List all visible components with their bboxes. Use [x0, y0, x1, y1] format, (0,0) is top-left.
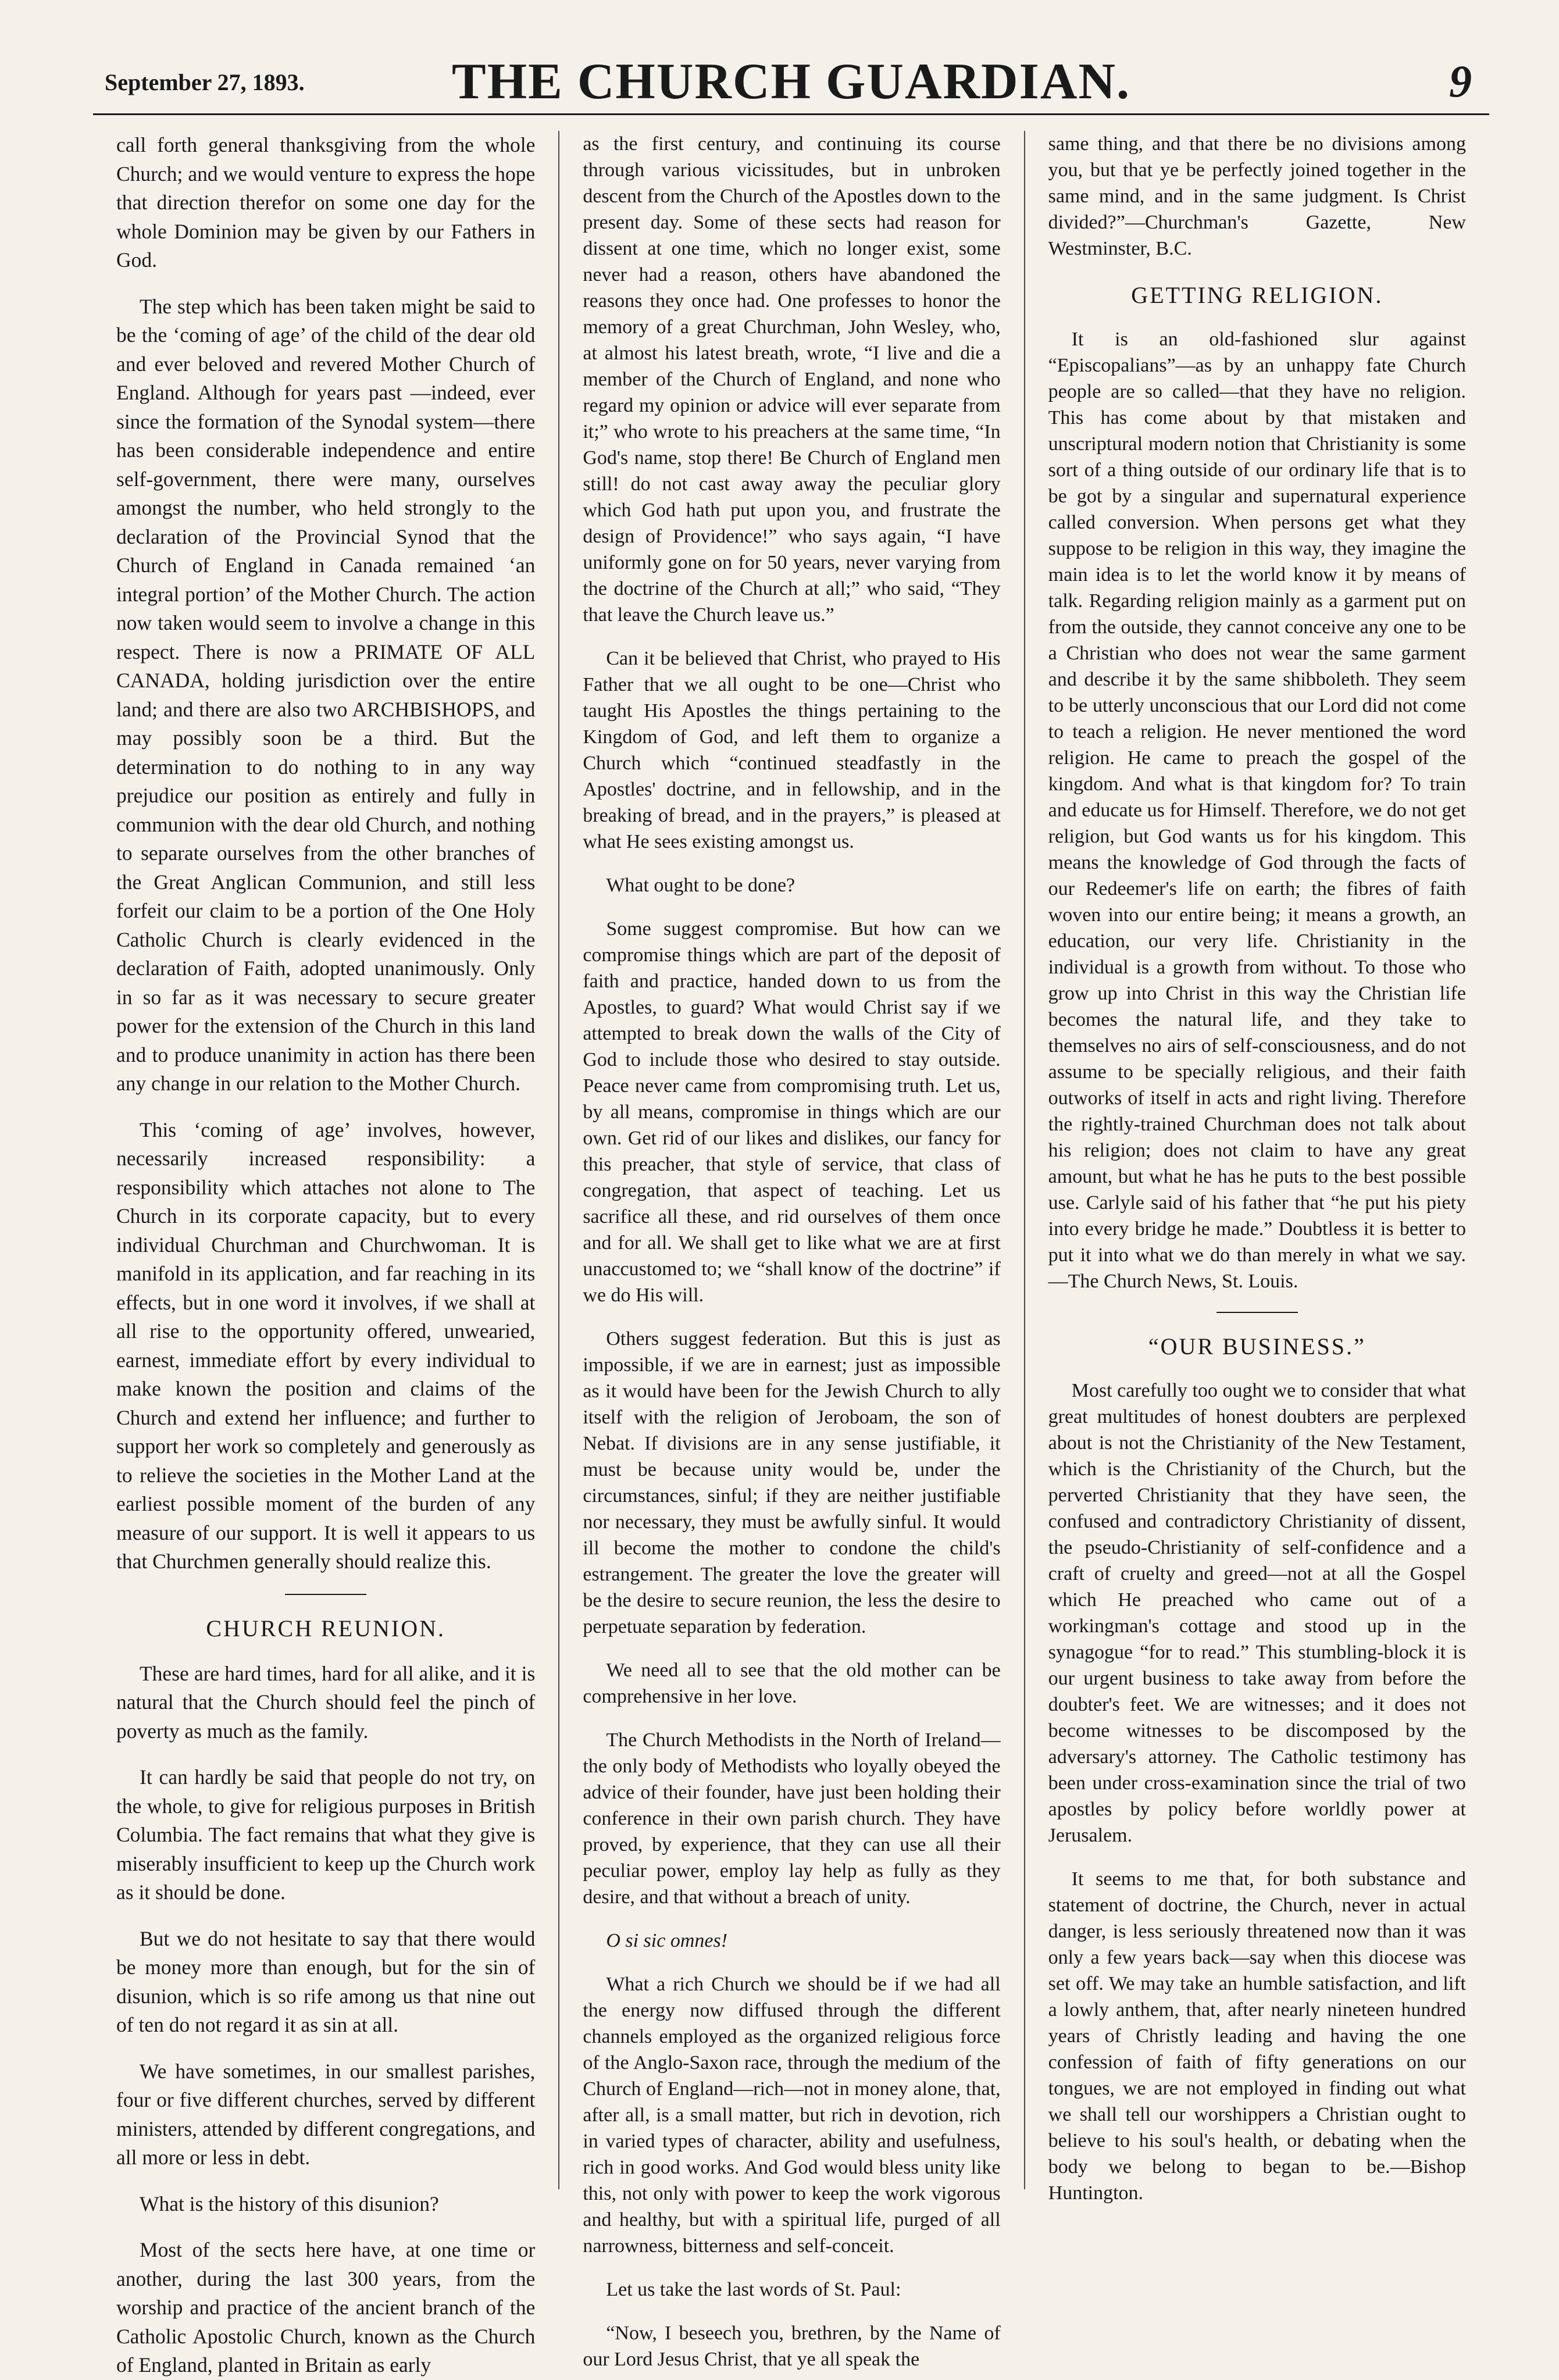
- paragraph: This ‘coming of age’ involves, however, necessarily increased responsibility: a responsibility which attaches not alone to The Church in its corporate capacity, but to every individual Churchman and Churchwoman. It is manifold in its application, and far reaching in its effects, but in one word it involves, if we shall at all rise to the opportunity offered, unwearied, earnest, immediate effort by every individual to make known the position and claims of the Church and extend her influence; and further to support her work so completely and generously as to relieve the societies in the Mother Land at the earliest possible moment of the burden of any measure of our support. It is well it appears to us that Churchmen generally should realize this.: [116, 1118, 536, 1573]
- page-number: 9: [1449, 56, 1472, 106]
- section-heading-getting-religion: GETTING RELIGION.: [1131, 282, 1383, 308]
- paragraph: same thing, and that there be no divisions among you, but that ye be perfectly joined together in the same mind, and in the same judgment. Is Christ divided?”—Churchman's Gazette, New Westminster, B.C.: [1048, 133, 1466, 259]
- paragraph: O si sic omnes!: [606, 1930, 728, 1951]
- column-2: [558, 131, 1023, 2370]
- column-3: [1024, 131, 1489, 2204]
- paragraph: We have sometimes, in our smallest parishes, four or five different churches, served by different ministers, attended by different congregations, and all more or less in debt.: [116, 2059, 536, 2169]
- paragraph: These are hard times, hard for all alike, and it is natural that the Church should feel the pinch of poverty as much as the family.: [116, 1661, 536, 1743]
- column-1: [93, 131, 558, 2377]
- section-divider: [1216, 1312, 1298, 1313]
- paragraph: It can hardly be said that people do not try, on the whole, to give for religious purposes in British Columbia. The fact remains that what they give is miserably insufficient to keep up the Church work as it should be done.: [116, 1765, 536, 1904]
- article-columns: [93, 131, 1489, 2377]
- paragraph: Some suggest compromise. But how can we compromise things which are part of the deposit of faith and practice, handed down to us from the Apostles, to guard? What would Christ say if we attempted to break down the walls of the City of God to include those who desired to stay outside. Peace never came from compromising truth. Let us, by all means, compromise in things which are our own. Get rid of our likes and dislikes, our fancy for this preacher, that style of service, that class of congregation, that aspect of teaching. Let us sacrifice all these, and rid ourselves of them once and for all. We shall get to like what we are at first unaccustomed to; we “shall know of the doctrine” if we do His will.: [583, 918, 1001, 1306]
- paragraph: We need all to see that the old mother can be comprehensive in her love.: [583, 1660, 1001, 1707]
- section-heading-our-business: “OUR BUSINESS.”: [1148, 1333, 1366, 1360]
- paragraph: The step which has been taken might be said to be the ‘coming of age’ of the child of the dear old and ever beloved and revered Mother Church of England. Although for years past —indeed, ever since the formation of the Synodal system—there has been considerable independence and entire self-government, there were many, ourselves amongst the number, who held strongly to the declaration of the Provincial Synod that the Church of England in Canada remained ‘an integral portion’ of the Mother Church. The action now taken would seem to involve a change in this respect. There is now a PRIMATE OF ALL CANADA, holding jurisdiction over the entire land; and there are also two ARCHBISHOPS, and may possibly soon be a third. But the determination to do nothing to in any way prejudice our position as entirely and fully in communion with the dear old Church, and nothing to separate ourselves from the other branches of the Great Anglican Communion, and still less forfeit our claim to be a portion of the One Holy Catholic Church is clearly evidenced in the declaration of Faith, adopted unanimously. Only in so far as it was necessary to secure greater power for the extension of the Church in this land and to produce unanimity in action has there been any change in our relation to the Mother Church.: [116, 294, 536, 1095]
- paragraph: It is an old-fashioned slur against “Episcopalians”—as by an unhappy fate Church people are so called—that they have no religion. This has come about by that mistaken and unscriptural modern notion that Christianity is some sort of a thing outside of our ordinary life that is to be got by a singular and supernatural experience called conversion. When persons get what they suppose to be religion in this way, they imagine the main idea is to let the world know it by means of talk. Regarding religion mainly as a garment put on from the outside, they cannot conceive any one to be a Christian who does not wear the same garment and describe it by the same shibboleth. They seem to be utterly unconscious that our Lord did not come to teach a religion. He never mentioned the word religion. He came to preach the gospel of the kingdom. And what is that kingdom for? To train and educate us for Himself. Therefore, we do not get religion, but God wants us for his kingdom. This means the knowledge of God through the facts of our Redeemer's life on earth; the fibres of faith woven into our entire being; it means a growth, an education, our very life. Christianity in the individual is a growth from without. To those who grow up into Christ in this way the Christian life becomes the natural life, and they take to themselves no airs of self-consciousness, and do not assume to be specially religious, and their faith outworks of itself in acts and right living. Therefore the rightly-trained Churchman does not talk about his religion; does not claim to have any great amount, but what he has he puts to the best possible use. Carlyle said of his father that “he put his piety into every bridge he made.” Doubtless it is better to put it into what we do than merely in what we say.—The Church News, St. Louis.: [1048, 329, 1466, 1292]
- paragraph: What ought to be done?: [606, 875, 795, 896]
- paragraph: It seems to me that, for both substance and statement of doctrine, the Church, never in actual danger, is less seriously threatened now than it was only a few years back—say when this diocese was set off. We may take an humble satisfaction, and lift a lowly anthem, that, after nearly nineteen hundred years of Christly leading and having the one confession of faith of fifty generations on our tongues, we are not employed in finding out what we shall tell our worshippers a Christian ought to believe to his soul's health, or debating when the body we belong to began to be.—Bishop Huntington.: [1048, 1868, 1466, 2204]
- paragraph: Most of the sects here have, at one time or another, during the last 300 years, from the worship and practice of the ancient branch of the Catholic Apostolic Church, known as the Church of England, planted in Britain as early: [116, 2238, 536, 2377]
- masthead: [93, 0, 1489, 115]
- paragraph: But we do not hesitate to say that there would be money more than enough, but for the sin of disunion, which is so rife among us that nine out of ten do not regard it as sin at all.: [116, 1926, 536, 2036]
- paragraph: Let us take the last words of St. Paul:: [606, 2279, 901, 2300]
- paragraph: Most carefully too ought we to consider that what great multitudes of honest doubters are perplexed about is not the Christianity of the New Testament, which is the Christianity of the Church, but the perverted Christianity that they have seen, the confused and contradictory Christianity of dissent, the pseudo-Christianity of self-confidence and a craft of cruelty and greed—not at all the Gospel which He preached who came out of a workingman's cottage and stood up in the synagogue “for to read.” This stumbling-block it is our urgent business to take away from before the doubter's feet. We are witnesses; and it does not become witnesses to be discomposed by the adversary's attorney. The Catholic testimony has been under cross-examination since the trial of two apostles by policy before worldly power at Jerusalem.: [1048, 1380, 1466, 1846]
- paragraph: Can it be believed that Christ, who prayed to His Father that we all ought to be one—Christ who taught His Apostles the things pertaining to the Kingdom of God, and left them to organize a Church which “continued steadfastly in the Apostles' doctrine, and in fellowship, and in the breaking of bread, and in the prayers,” is pleased at what He sees existing amongst us.: [583, 648, 1001, 852]
- paragraph: call forth general thanksgiving from the whole Church; and we would venture to express the hope that direction therefor on some one day for the whole Dominion may be given by our Fathers in God.: [116, 133, 536, 272]
- paragraph: “Now, I beseech you, brethren, by the Name of our Lord Jesus Christ, that ye all speak the: [583, 2322, 1001, 2370]
- section-heading-church-reunion: CHURCH REUNION.: [206, 1615, 445, 1642]
- paragraph: as the first century, and continuing its course through various vicissitudes, but in unbroken descent from the Church of the Apostles down to the present day. Some of these sects had reason for dissent at one time, which no longer exist, some never had a reason, others have abandoned the reasons they once had. One professes to honor the memory of a great Churchman, John Wesley, who, at almost his latest breath, wrote, “I live and die a member of the Church of England, and none who regard my opinion or advice will ever separate from it;” who wrote to his preachers at the same time, “In God's name, stop there! Be Church of England men still! do not cast away away the peculiar glory which God hath put upon you, and frustrate the design of Providence!” who says again, “I have uniformly gone on for 50 years, never varying from the doctrine of the Church at all;” who said, “They that leave the Church leave us.”: [583, 133, 1001, 626]
- paragraph: The Church Methodists in the North of Ireland—the only body of Methodists who loyally obeyed the advice of their founder, have just been holding their conference in their own parish church. They have proved, by experience, that they can use all their peculiar power, employ lay help as fully as they desire, and that without a breach of unity.: [583, 1729, 1001, 1908]
- paragraph: Others suggest federation. But this is just as impossible, if we are in earnest; just as impossible as it would have been for the Jewish Church to ally itself with the religion of Jeroboam, the son of Nebat. If divisions are in any sense justifiable, it must be because unity would be, under the circumstances, sinful; if they are neither justifiable nor necessary, they must be awfully sinful. It would ill become the mother to condone the child's estrangement. The greater the love the greater will be the desire to secure reunion, the less the desire to perpetuate separation by federation.: [583, 1328, 1001, 1637]
- paragraph: What a rich Church we should be if we had all the energy now diffused through the different channels employed as the organized religious force of the Anglo-Saxon race, through the medium of the Church of England—rich—not in money alone, that, after all, is a small matter, but rich in devotion, rich in varied types of character, ability and usefulness, rich in good works. And God would bless unity like this, not only with power to keep the work vigorous and healthy, but with a spiritual life, purged of all narrowness, bitterness and self-conceit.: [583, 1974, 1001, 2257]
- paragraph: What is the history of this disunion?: [140, 2192, 439, 2215]
- section-divider: [285, 1594, 366, 1595]
- issue-date: September 27, 1893.: [105, 69, 305, 95]
- newspaper-title: THE CHURCH GUARDIAN.: [452, 53, 1130, 110]
